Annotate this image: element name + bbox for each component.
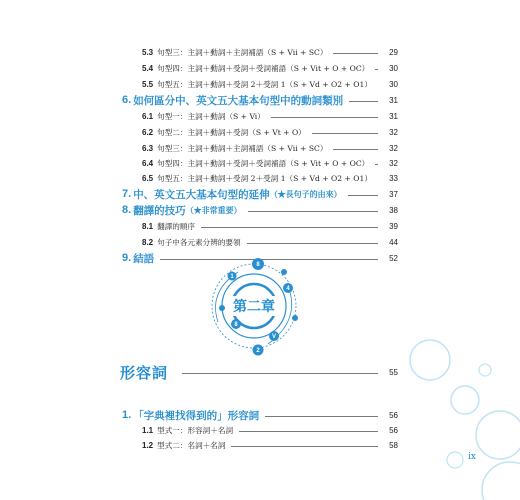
toc-number: 6.4	[142, 158, 154, 168]
badge-5: V	[271, 334, 277, 340]
page-ref: 56	[389, 425, 398, 435]
toc-number: 6.	[122, 94, 132, 106]
leader-line	[312, 133, 378, 134]
page-ref: 31	[389, 95, 398, 105]
badge-4: 8	[234, 322, 238, 328]
page-ref: 31	[389, 111, 398, 121]
toc-row[interactable]	[142, 61, 398, 75]
toc-row[interactable]	[142, 125, 398, 139]
leader-line	[201, 227, 378, 228]
toc-title: 型式一：形容詞＋名詞	[157, 425, 234, 435]
leader-line	[182, 373, 378, 374]
toc-number: 1.2	[142, 440, 154, 450]
badge-1: 8	[256, 262, 260, 268]
toc-row[interactable]	[142, 423, 398, 437]
toc-number: 8.1	[142, 221, 154, 231]
toc-title: 句型一：主詞＋動詞（S + Vi）	[157, 111, 265, 121]
toc-number: 8.	[122, 204, 132, 216]
toc-number: 5.5	[142, 79, 154, 89]
leader-line	[271, 117, 378, 118]
toc-row[interactable]	[142, 235, 398, 249]
toc-title: 句型三：主詞＋動詞＋主詞補語（S + Vii + SC）	[157, 47, 328, 57]
toc-title: 句型二：主詞＋動詞＋受詞（S + Vt + O）	[157, 127, 306, 137]
leader-line	[231, 446, 378, 447]
chapter-title: 形容詞	[120, 363, 169, 382]
page-ref: 56	[389, 410, 398, 420]
toc-number: 6.1	[142, 111, 154, 121]
toc-row[interactable]	[142, 141, 398, 155]
page-ref: 32	[389, 143, 398, 153]
toc-title: 中、英文五大基本句型的延伸	[133, 188, 270, 201]
toc-number: 6.5	[142, 173, 154, 183]
page-ref: 30	[389, 79, 398, 89]
toc-title: 型式二：名詞＋名詞	[157, 440, 226, 450]
toc-title: 翻譯的順序	[157, 221, 196, 231]
toc-row[interactable]	[122, 187, 398, 201]
leader-line	[375, 164, 378, 165]
toc-title: 如何區分中、英文五大基本句型中的動詞類別	[133, 94, 344, 107]
toc-number: 9.	[122, 252, 132, 264]
toc-row[interactable]	[142, 77, 398, 91]
toc-title: 結語	[133, 252, 155, 265]
toc-row[interactable]	[142, 45, 398, 59]
toc-title: 句型五：主詞＋動詞＋受詞 2＋受詞 1（S + Vd + O	[157, 79, 338, 89]
page-ref: 38	[389, 205, 398, 215]
leader-line	[333, 53, 378, 54]
toc-number: 6.2	[142, 127, 154, 137]
toc-row[interactable]	[142, 219, 398, 233]
toc-title-tail: 2 + O1）	[337, 79, 372, 89]
toc-row[interactable]	[122, 93, 398, 107]
page-ref: 32	[389, 127, 398, 137]
page-ref: 32	[389, 158, 398, 168]
leader-line	[265, 416, 378, 417]
toc-tag: （★非常重要）	[185, 205, 242, 215]
toc-number: 5.3	[142, 47, 154, 57]
leader-line	[349, 101, 378, 102]
leader-line	[375, 69, 378, 70]
chapter-emblem	[198, 252, 308, 362]
page-ref: 44	[389, 237, 398, 247]
page-ref: 52	[389, 253, 398, 263]
leader-line	[348, 195, 378, 196]
toc-row[interactable]	[142, 156, 398, 170]
toc-tag: （★長句子的由來）	[269, 189, 342, 199]
page-ref: 58	[389, 440, 398, 450]
toc-row[interactable]	[122, 203, 398, 217]
chapter-title-row[interactable]	[120, 363, 398, 381]
chapter-label: 第二章	[233, 299, 275, 315]
leader-line	[248, 211, 378, 212]
toc-number: 1.	[122, 409, 132, 421]
toc-row[interactable]	[142, 171, 398, 185]
toc-title: 翻譯的技巧	[133, 204, 186, 217]
toc-title: 句子中各元素分辨的要領	[157, 237, 241, 247]
toc-row[interactable]	[142, 109, 398, 123]
toc-title: 句型四：主詞＋動詞＋受詞＋受詞補語（S + Vit + O + OC）	[157, 63, 370, 73]
page-ref: 55	[389, 367, 398, 377]
toc-number: 8.2	[142, 237, 154, 247]
toc-title: 「字典裡找得到的」形容詞	[133, 409, 260, 422]
page-ref: 37	[389, 189, 398, 199]
leader-line	[333, 149, 378, 150]
toc-number: 1.1	[142, 425, 154, 435]
toc-number: 7.	[122, 188, 132, 200]
page-ref: 30	[389, 63, 398, 73]
toc-row[interactable]	[122, 408, 398, 422]
toc-row[interactable]	[142, 438, 398, 452]
page-number: ix	[468, 452, 476, 462]
leader-line	[247, 243, 378, 244]
toc-title: 句型四：主詞＋動詞＋受詞＋受詞補語（S + Vit + O + OC）	[157, 158, 370, 168]
badge-6: 2	[256, 348, 260, 354]
toc-number: 5.4	[142, 63, 154, 73]
badge-2: 1	[230, 274, 234, 280]
page-ref: 39	[389, 221, 398, 231]
toc-title: 句型三：主詞＋動詞＋主詞補語（S + Vii + SC）	[157, 143, 328, 153]
page-ref: 33	[389, 173, 398, 183]
leader-line	[239, 431, 378, 432]
toc-title-tail: 2 + O1）	[337, 173, 372, 183]
toc-number: 6.3	[142, 143, 154, 153]
badge-3: 4	[286, 286, 290, 292]
page-ref: 29	[389, 47, 398, 57]
toc-title: 句型五：主詞＋動詞＋受詞 2＋受詞 1（S + Vd + O	[157, 173, 338, 183]
